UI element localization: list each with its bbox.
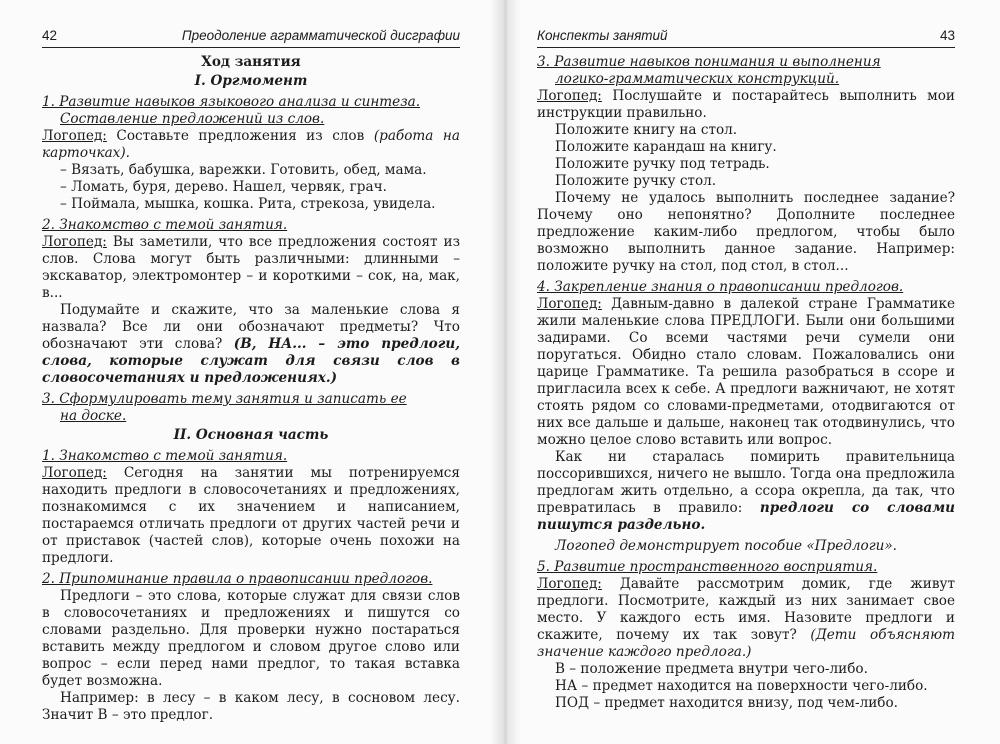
list-item: – Вязать, бабушка, варежки. Готовить, обед, мама. (60, 162, 427, 178)
paragraph: Логопед демонстрирует пособие «Предлоги». (555, 538, 897, 554)
list-item: В – положение предмета внутри чего-либо. (555, 661, 868, 677)
section-title: 3. Сформулировать тему занятия и записать ее на доске. (42, 391, 407, 424)
page-number: 42 (42, 28, 58, 43)
left-body (42, 54, 460, 724)
section-title: 4. Закрепление знания о правописании предлогов. (537, 279, 904, 295)
section-title: 1. Развитие навыков языкового анализа и синтеза. Составление предложений из слов. (42, 94, 421, 127)
part1-title: I. Оргмомент (194, 73, 308, 89)
right-running-head (537, 28, 955, 48)
paragraph: Логопед: Вы заметили, что все предложения состоят из слов. Слова могут быть различными: длинными – экскаватор, электромонтер – и короткими – сок, на, мак, в... (42, 234, 460, 301)
section-title: 1. Знакомство с темой занятия. (42, 448, 288, 464)
paragraph: Например: в лесу – в каком лесу, в сосновом лесу. Значит В – это предлог. (42, 690, 460, 723)
heading-main: Ход занятия (201, 54, 301, 70)
paragraph: Почему не удалось выполнить последнее задание? Почему оно непонятно? Дополните последнее предложение каким-либо предлогом, чтобы было возможно выполнить данное задание. Например: положите ручку на стол, под стол, в стол... (537, 190, 955, 274)
section-title: 2. Припоминание правила о правописании предлогов. (42, 571, 433, 587)
paragraph: Логопед: Составьте предложения из слов (работа на карточках). (42, 128, 460, 161)
left-page (42, 28, 460, 728)
list-item: Положите ручку под тетрадь. (555, 156, 770, 172)
paragraph: Как ни старалась помирить правительница поссорившихся, ничего не вышло. Тогда она предложила предлогам жить отдельно, а ссора окрепла, да так, что превратилась в правило: предлоги со словами пишутся раздельно. (537, 449, 955, 533)
paragraph: Логопед: Послушайте и постарайтесь выполнить мои инструкции правильно. (537, 88, 955, 121)
list-item: – Ломать, буря, дерево. Нашел, червяк, грач. (60, 179, 387, 195)
running-title: Конспекты занятий (537, 28, 668, 43)
list-item: Положите карандаш на книгу. (555, 139, 777, 155)
section-title: 3. Развитие навыков понимания и выполнения логико-грамматических конструкций. (537, 54, 881, 87)
book-gutter (490, 0, 520, 744)
page-number: 43 (939, 28, 955, 43)
list-item: Положите ручку стол. (555, 173, 717, 189)
paragraph: Логопед: Давайте рассмотрим домик, где живут предлоги. Посмотрите, каждый из них занимает свое место. У каждого есть имя. Назовите предлоги и скажите, почему их так зовут? (Дети объясняют значение каждого предлога.) (537, 576, 955, 660)
running-title: Преодоление аграмматической дисграфии (181, 28, 460, 43)
part2-title: II. Основная часть (173, 427, 329, 443)
section-title: 2. Знакомство с темой занятия. (42, 217, 288, 233)
right-page (537, 28, 955, 728)
section-title: 5. Развитие пространственного восприятия. (537, 559, 878, 575)
left-running-head (42, 28, 460, 48)
paragraph: Логопед: Сегодня на занятии мы потренируемся находить предлоги в словосочетаниях и предложениях, познакомимся с их значением и написанием, постараемся отличать предлоги от других частей речи и от приставок (частей слов), которые очень похожи на предлоги. (42, 465, 460, 566)
paragraph: Предлоги – это слова, которые служат для связи слов в словосочетаниях и предложениях и пишутся со словами раздельно. Для проверки нужно постараться вставить между предлогом и словом другое слово или вопрос – если перед нами предлог, то такая вставка будет возможна. (42, 588, 460, 689)
speaker-label: Логопед: (537, 88, 602, 104)
right-body (537, 54, 955, 712)
speaker-label: Логопед: (42, 234, 107, 250)
list-item: НА – предмет находится на поверхности чего-либо. (555, 678, 928, 694)
speaker-label: Логопед: (42, 128, 107, 144)
speaker-label: Логопед: (537, 296, 602, 312)
speaker-label: Логопед: (42, 465, 107, 481)
list-item: – Поймала, мышка, кошка. Рита, стрекоза, увидела. (60, 196, 436, 212)
paragraph: Подумайте и скажите, что за маленькие слова я назвала? Все ли они обозначают предметы? Что обозначают эти слова? (В, НА... – это предлоги, слова, которые служат для связи слов в словосочетаниях и предложениях.) (42, 302, 461, 386)
list-item: ПОД – предмет находится внизу, под чем-либо. (555, 695, 898, 711)
speaker-label: Логопед: (537, 576, 602, 592)
paragraph: Логопед: Давным-давно в далекой стране Грамматике жили маленькие слова ПРЕДЛОГИ. Были они большими задирами. Со всеми частями речи сумели они поругаться. Обидно стало словам. Пожаловались они царице Грамматике. Та решила разобраться в ссоре и пригласила всех к себе. А предлоги важничают, не хотят стоять рядом со словами-предметами, отодвигаются от них все дальше и дальше, наконец так отодвинулись, что можно целое слово вставить или вопрос. (537, 296, 955, 448)
list-item: Положите книгу на стол. (555, 122, 738, 138)
